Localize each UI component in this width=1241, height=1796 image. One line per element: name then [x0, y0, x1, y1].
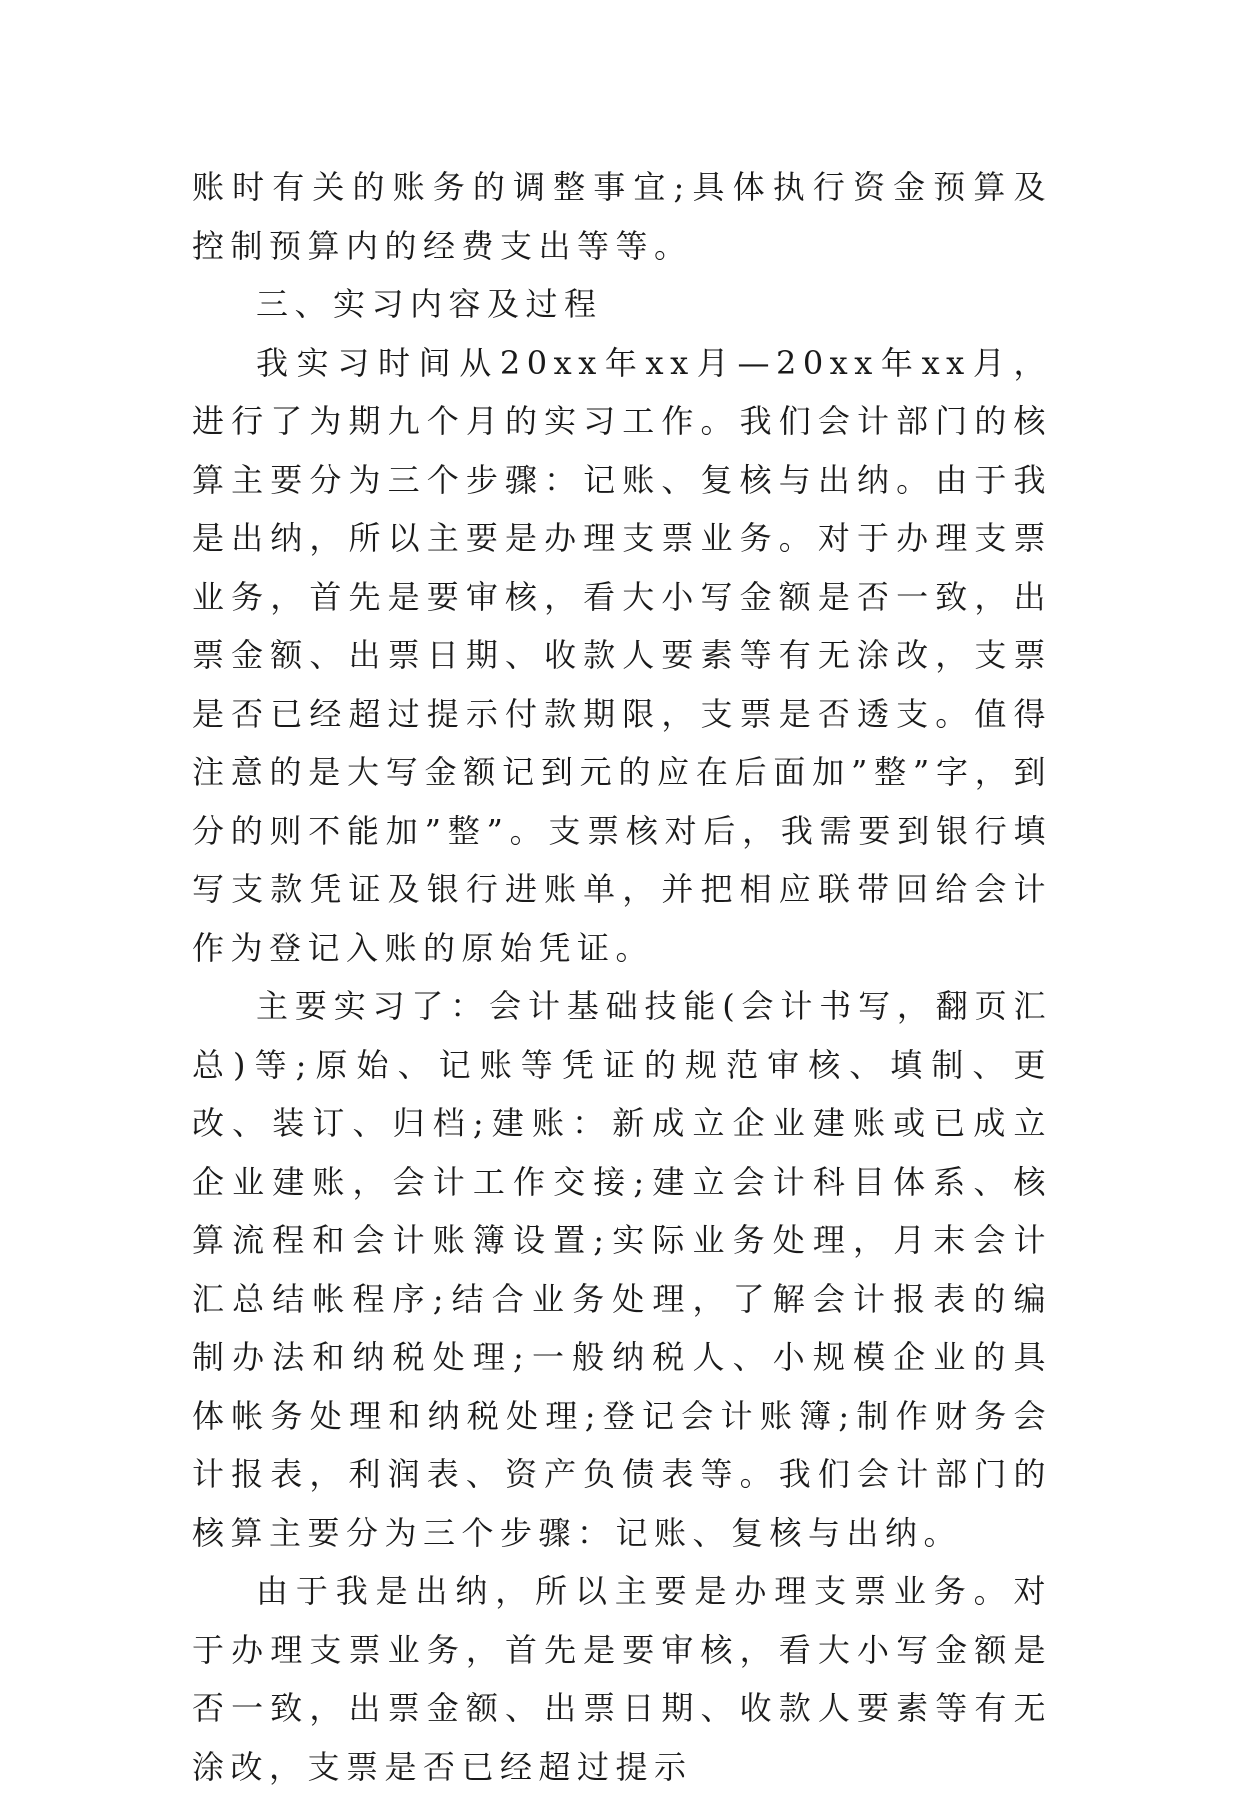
paragraph: 我实习时间从20xx年xx月—20xx年xx月，进行了为期九个月的实习工作。我们会计部门的核算主要分为三个步骤：记账、复核与出纳。由于我是出纳，所以主要是办理支票业务。对于办理支票业务，首先是要审核，看大小写金额是否一致，出票金额、出票日期、收款人要素等有无涂改，支票是否已经超过提示付款期限，支票是否透支。值得注意的是大写金额记到元的应在后面加”整”字，到分的则不能加”整”。支票核对后，我需要到银行填写支款凭证及银行进账单，并把相应联带回给会计作为登记入账的原始凭证。 — [192, 343, 1052, 967]
section-heading: 三、实习内容及过程 — [256, 285, 603, 323]
paragraph: 由于我是出纳，所以主要是办理支票业务。对于办理支票业务，首先是要审核，看大小写金额是否一致，出票金额、出票日期、收款人要素等有无涂改，支票是否已经超过提示 — [192, 1572, 1052, 1786]
paragraph-continuation: 账时有关的账务的调整事宜;具体执行资金预算及控制预算内的经费支出等等。 — [192, 168, 1052, 265]
document-body — [192, 158, 1052, 1796]
paragraph: 主要实习了：会计基础技能(会计书写，翻页汇总)等;原始、记账等凭证的规范审核、填制、更改、装订、归档;建账：新成立企业建账或已成立企业建账，会计工作交接;建立会计科目体系、核算流程和会计账簿设置;实际业务处理，月末会计汇总结帐程序;结合业务处理，了解会计报表的编制办法和纳税处理;一般纳税人、小规模企业的具体帐务处理和纳税处理;登记会计账簿;制作财务会计报表，利润表、资产负债表等。我们会计部门的核算主要分为三个步骤：记账、复核与出纳。 — [192, 987, 1052, 1552]
